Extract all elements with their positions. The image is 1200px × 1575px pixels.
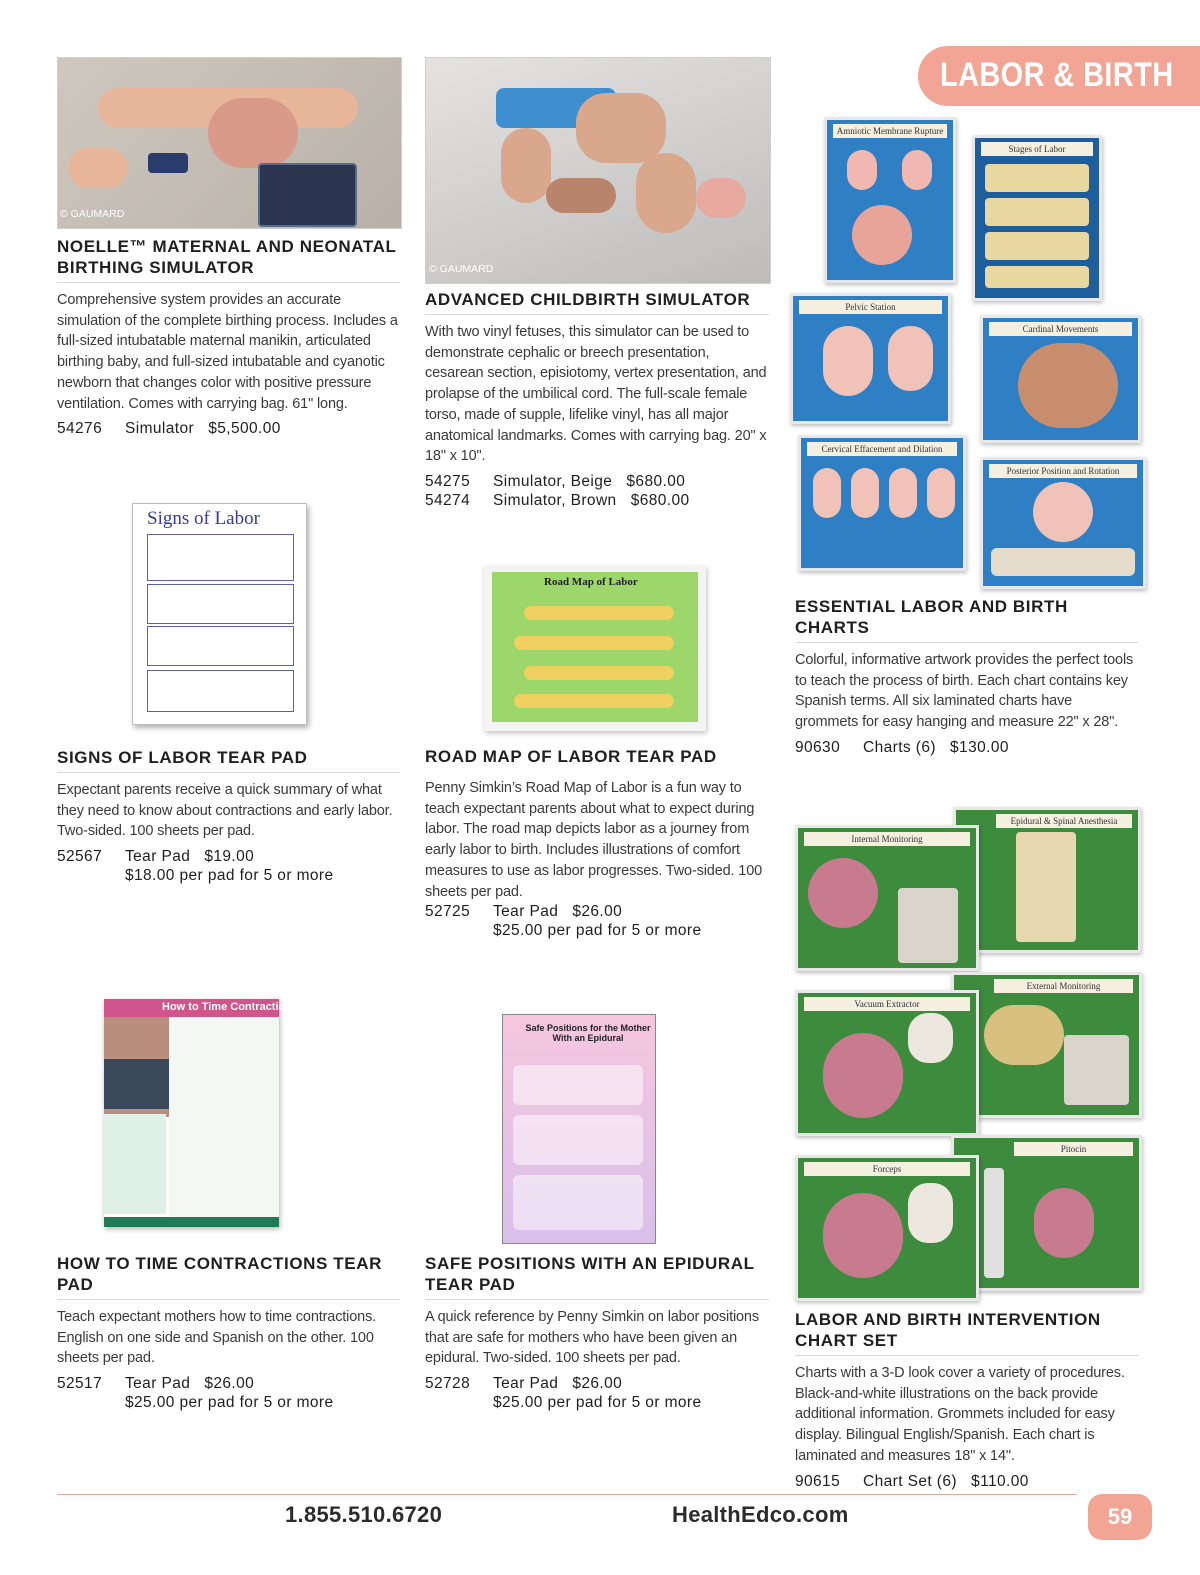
product-time-contractions bbox=[57, 1253, 400, 1412]
item-type: Tear Pad bbox=[125, 1375, 191, 1393]
product-description: Colorful, informative artwork provides the perfect tools to teach the process of birth. Each chart contains key Spanish terms. All six laminated charts have grommets for easy hanging and measure 22" x 28". bbox=[795, 652, 1134, 731]
chart-thumbnail bbox=[951, 972, 1142, 1118]
product-description: With two vinyl fetuses, this simulator can be used to demonstrate cephalic or breech presentation, cesarean section, episiotomy, vertex presentation, and prolapse of the umbilical cord. The full-scale female torso, made of supple, lifelike vinyl, has all major anatomical landmarks. Comes with carrying bag. 20" x 18" x 10". bbox=[425, 324, 767, 465]
price-line bbox=[425, 472, 769, 491]
chart-caption: External Monitoring bbox=[994, 979, 1133, 993]
product-signs-of-labor bbox=[57, 747, 400, 885]
chart-caption: Stages of Labor bbox=[981, 142, 1093, 156]
item-type: Tear Pad bbox=[125, 848, 191, 866]
chart-thumbnail bbox=[953, 807, 1141, 953]
chart-caption: Pelvic Station bbox=[799, 300, 942, 314]
chart-caption: Forceps bbox=[804, 1162, 970, 1176]
chart-thumbnail bbox=[795, 825, 979, 971]
chart-caption: Cardinal Movements bbox=[989, 322, 1132, 336]
chart-thumbnail bbox=[951, 1135, 1142, 1291]
footer-phone[interactable]: 1.855.510.6720 bbox=[285, 1502, 443, 1527]
sku: 52517 bbox=[57, 1375, 103, 1393]
chart-caption: Internal Monitoring bbox=[804, 832, 970, 846]
bulk-price: $18.00 per pad for 5 or more bbox=[125, 867, 334, 885]
product-description: Comprehensive system provides an accurate simulation of the complete birthing process. Includes a full-sized intubatable maternal manikin, articulated birthing baby, and full-sized intubatable and cyanotic newborn that changes color with positive pressure ventilation. Comes with carrying bag. 61" long. bbox=[57, 292, 398, 412]
item-type: Simulator, Beige bbox=[493, 472, 613, 490]
product-title: HOW TO TIME CONTRACTIONS TEAR PAD bbox=[57, 1253, 400, 1300]
item-type: Tear Pad bbox=[493, 1375, 559, 1393]
price-line bbox=[795, 1472, 1138, 1491]
item-type: Tear Pad bbox=[493, 903, 559, 921]
bulk-price: $25.00 per pad for 5 or more bbox=[125, 1394, 334, 1412]
intervention-charts-image bbox=[793, 807, 1143, 1302]
advanced-simulator-image bbox=[425, 57, 771, 284]
sku: 52728 bbox=[425, 1375, 471, 1393]
product-safe-positions bbox=[425, 1253, 769, 1412]
item-price: $26.00 bbox=[572, 1375, 623, 1393]
chart-thumbnail bbox=[972, 135, 1102, 301]
product-advanced bbox=[425, 289, 769, 510]
bulk-price: $25.00 per pad for 5 or more bbox=[493, 922, 702, 940]
safe-positions-pad-image bbox=[502, 1014, 656, 1244]
section-tab bbox=[918, 46, 1200, 106]
pad-title: Road Map of Labor bbox=[544, 576, 638, 588]
item-price: $19.00 bbox=[204, 848, 255, 866]
image-credit: © GAUMARD bbox=[429, 263, 494, 275]
noelle-simulator-image bbox=[57, 57, 402, 229]
price-line bbox=[57, 847, 400, 885]
product-title: SAFE POSITIONS WITH AN EPIDURAL TEAR PAD bbox=[425, 1253, 769, 1300]
footer-divider bbox=[57, 1494, 1077, 1495]
price-line bbox=[425, 491, 769, 510]
product-description: A quick reference by Penny Simkin on labor positions that are safe for mothers who have been given an epidural. Two-sided. 100 sheets per pad. bbox=[425, 1309, 759, 1367]
item-price: $680.00 bbox=[630, 491, 690, 509]
sku: 52567 bbox=[57, 848, 103, 866]
product-title: NOELLE™ MATERNAL AND NEONATAL BIRTHING SIMULATOR bbox=[57, 236, 400, 283]
product-description: Charts with a 3-D look cover a variety of procedures. Black-and-white illustrations on the back provide additional information. Grommets included for easy display. Bilingual English/Spanish. Each chart is laminated and measures 18" x 14". bbox=[795, 1365, 1125, 1464]
page-number: 59 bbox=[1088, 1494, 1152, 1540]
item-price: $680.00 bbox=[626, 472, 686, 490]
pad-title: Signs of Labor bbox=[147, 508, 260, 529]
item-type: Chart Set (6) bbox=[863, 1472, 957, 1490]
product-description: Penny Simkin’s Road Map of Labor is a fun way to teach expectant parents about what to expect during labor. The road map depicts labor as a journey from early labor to birth. Includes illustrations of comfort measures to use as labor progresses. Two-sided. 100 sheets per pad. bbox=[425, 780, 763, 900]
footer-website-link[interactable]: HealthEdco.com bbox=[672, 1502, 849, 1527]
road-map-image bbox=[484, 566, 706, 731]
product-title: ADVANCED CHILDBIRTH SIMULATOR bbox=[425, 289, 769, 315]
item-price: $5,500.00 bbox=[208, 420, 281, 438]
product-title: LABOR AND BIRTH INTERVENTION CHART SET bbox=[795, 1309, 1138, 1356]
signs-of-labor-image bbox=[132, 503, 307, 725]
product-description: Expectant parents receive a quick summary of what they need to know about contractions and early labor. Two-sided. 100 sheets per pad. bbox=[57, 782, 393, 840]
bulk-price: $25.00 per pad for 5 or more bbox=[493, 1394, 702, 1412]
item-type: Charts (6) bbox=[863, 738, 936, 756]
product-road-map bbox=[425, 746, 769, 940]
product-title: ESSENTIAL LABOR AND BIRTH CHARTS bbox=[795, 596, 1138, 643]
chart-thumbnail bbox=[795, 990, 979, 1136]
chart-thumbnail bbox=[795, 1155, 979, 1301]
chart-thumbnail bbox=[980, 315, 1141, 443]
item-price: $26.00 bbox=[572, 903, 623, 921]
pad-title: Safe Positions for the Mother With an Epidural bbox=[525, 1023, 651, 1043]
image-credit: © GAUMARD bbox=[60, 208, 125, 220]
contractions-pad-image bbox=[104, 999, 299, 1227]
price-line bbox=[425, 902, 769, 940]
chart-caption: Amniotic Membrane Rupture bbox=[833, 124, 947, 138]
price-line bbox=[57, 1374, 400, 1412]
chart-caption: Vacuum Extractor bbox=[804, 997, 970, 1011]
section-tab-label: LABOR & BIRTH bbox=[940, 56, 1174, 94]
chart-caption: Epidural & Spinal Anesthesia bbox=[996, 814, 1132, 828]
pad-title: How to Time Contractions bbox=[162, 1001, 299, 1013]
price-line bbox=[57, 419, 400, 438]
product-essential-charts bbox=[795, 596, 1138, 757]
sku: 90615 bbox=[795, 1472, 841, 1490]
sku: 54276 bbox=[57, 420, 103, 438]
item-price: $110.00 bbox=[971, 1472, 1029, 1490]
sku: 54274 bbox=[425, 491, 471, 509]
chart-caption: Cervical Effacement and Dilation bbox=[807, 442, 957, 456]
item-price: $130.00 bbox=[950, 738, 1009, 756]
item-type: Simulator bbox=[125, 420, 195, 438]
chart-thumbnail bbox=[980, 457, 1146, 589]
item-price: $26.00 bbox=[204, 1375, 255, 1393]
product-title: ROAD MAP OF LABOR TEAR PAD bbox=[425, 747, 717, 766]
chart-caption: Posterior Position and Rotation bbox=[989, 464, 1137, 478]
item-type: Simulator, Brown bbox=[493, 491, 617, 509]
chart-thumbnail bbox=[790, 293, 951, 424]
product-description: Teach expectant mothers how to time contractions. English on one side and Spanish on the other. 100 sheets per pad. bbox=[57, 1309, 377, 1367]
sku: 90630 bbox=[795, 738, 841, 756]
price-line bbox=[795, 738, 1138, 757]
product-title: SIGNS OF LABOR TEAR PAD bbox=[57, 747, 400, 773]
product-noelle bbox=[57, 236, 400, 438]
sku: 52725 bbox=[425, 903, 471, 921]
sku: 54275 bbox=[425, 472, 471, 490]
product-intervention-charts bbox=[795, 1309, 1138, 1491]
chart-thumbnail bbox=[798, 435, 966, 571]
chart-thumbnail bbox=[824, 117, 956, 283]
price-line bbox=[425, 1374, 769, 1412]
chart-caption: Pitocin bbox=[1014, 1142, 1133, 1156]
essential-charts-image bbox=[788, 115, 1148, 590]
